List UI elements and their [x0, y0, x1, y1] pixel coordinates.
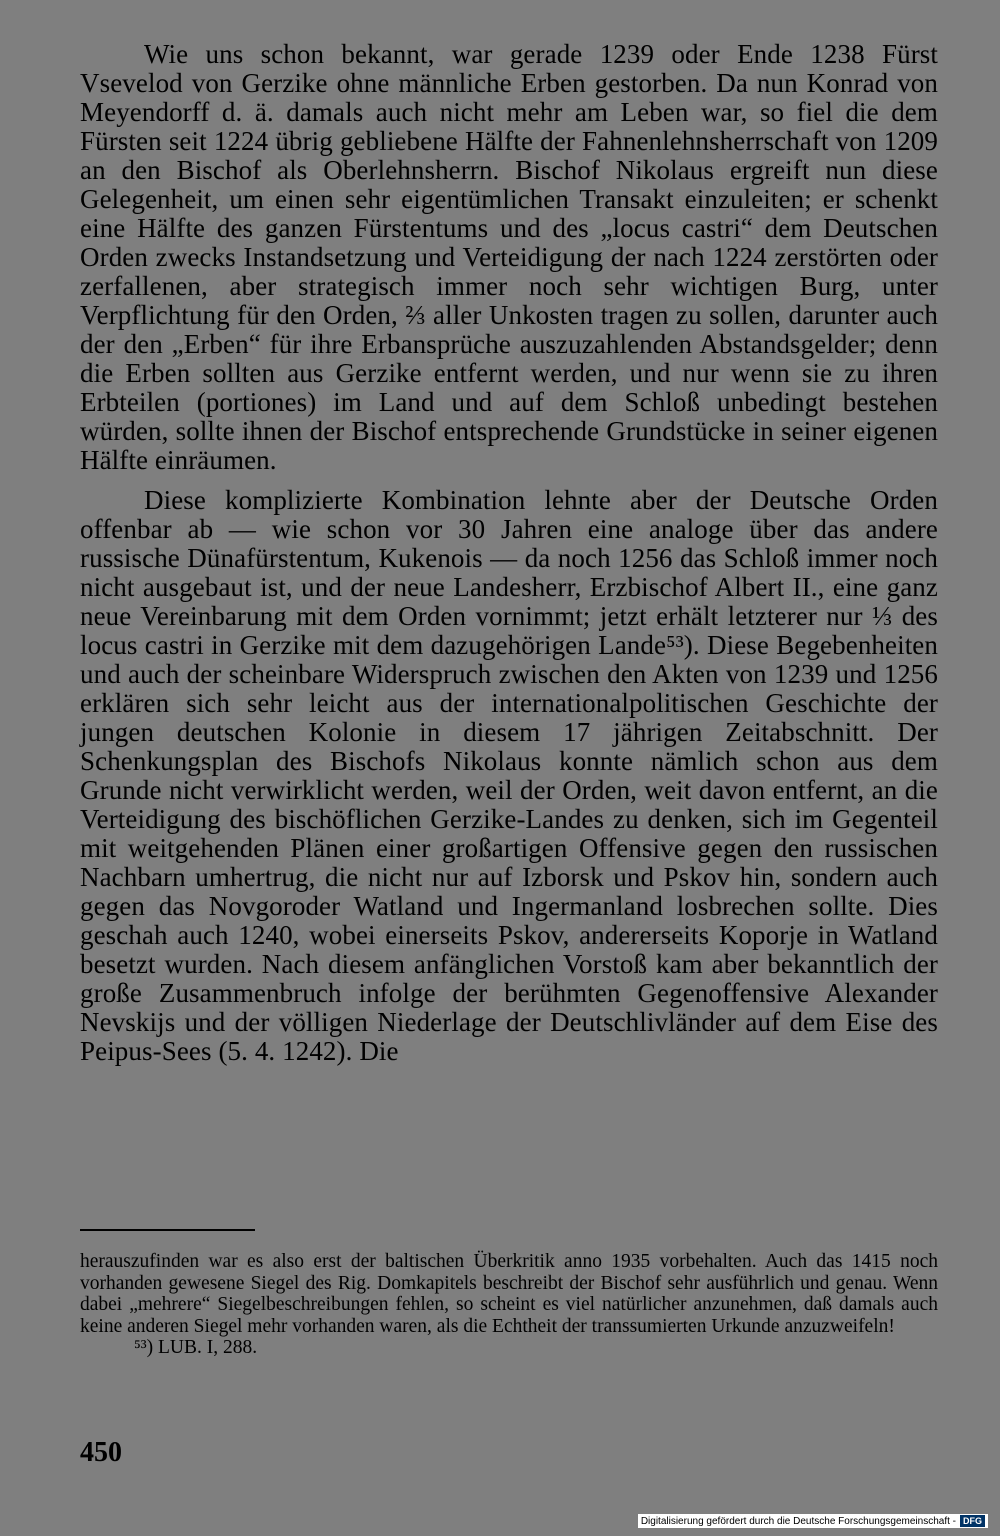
dfg-logo-icon: DFG [960, 1515, 985, 1527]
paragraph-2 [80, 486, 938, 1066]
digitization-credit-text: Digitalisierung gefördert durch die Deutsche Forschungsgemeinschaft - [640, 1515, 956, 1527]
page-number: 450 [80, 1437, 122, 1468]
paragraph-2-text: Diese komplizierte Kombination lehnte aber der Deutsche Orden offenbar ab — wie schon vor 30 Jahren eine analoge über das andere russische Dünafürstentum, Kukenois — da noch 1256 das Schloß immer noch nicht ausgebaut ist, und der neue Landesherr, Erzbischof Albert II., eine ganz neue Vereinbarung mit dem Orden vornimmt; jetzt erhält letzterer nur ⅓ des locus castri in Gerzike mit dem dazugehörigen Lande⁵³). Diese Begebenheiten und auch der scheinbare Widerspruch zwischen den Akten von 1239 und 1256 erklären sich sehr leicht aus der internationalpolitischen Geschichte der jungen deutschen Kolonie in diesem 17 jährigen Zeitabschnitt. Der Schenkungsplan des Bischofs Nikolaus konnte nämlich schon aus dem Grunde nicht verwirklicht werden, weil der Orden, weit davon entfernt, an die Verteidigung des bischöflichen Gerzike-Landes zu denken, sich im Gegenteil mit weitgehenden Plänen einer großartigen Offensive gegen den russischen Nachbarn umhertrug, die nicht nur auf Izborsk und Pskov hin, sondern auch gegen das Novgoroder Watland und Ingermanland losbrechen sollte. Dies geschah auch 1240, wobei einerseits Pskov, andererseits Koporje in Watland besetzt wurden. Nach diesem anfänglichen Vorstoß kam aber bekanntlich der große Zusammenbruch infolge der berühmten Gegenoffensive Alexander Nevskijs und der völligen Niederlage der Deutschlivländer auf dem Eise des Peipus-Sees (5. 4. 1242). Die [80, 485, 938, 1066]
footnotes [80, 1251, 938, 1359]
paragraph-1 [80, 40, 938, 475]
footnote-53: ⁵³) LUB. I, 288. [134, 1337, 258, 1358]
main-text [80, 40, 938, 1066]
digitization-credit [638, 1514, 988, 1528]
footnote-continuation: herauszufinden war es also erst der baltischen Überkritik anno 1935 vorbehalten. Auch das 1415 noch vorhanden gewesene Siegel des Rig. Domkapitels beschreibt der Bischof sehr ausführlich und genau. Wenn dabei „mehrere“ Siegelbeschreibungen fehlen, so scheint es viel natürlicher anzunehmen, daß damals auch keine anderen Siegel mehr vorhanden waren, als die Echtheit der transsumierten Urkunde anzuzweifeln! [80, 1251, 938, 1337]
footnote-separator [80, 1229, 255, 1231]
paragraph-1-text: Wie uns schon bekannt, war gerade 1239 oder Ende 1238 Fürst Vsevelod von Gerzike ohne männliche Erben gestorben. Da nun Konrad von Meyendorff d. ä. damals auch nicht mehr am Leben war, so fiel die dem Fürsten seit 1224 übrig gebliebene Hälfte der Fahnenlehnsherrschaft von 1209 an den Bischof als Oberlehnsherrn. Bischof Nikolaus ergreift nun diese Gelegenheit, um einen sehr eigentümlichen Transakt einzuleiten; er schenkt eine Hälfte des ganzen Fürstentums und des „locus castri“ dem Deutschen Orden zwecks Instandsetzung und Verteidigung der nach 1224 zerstörten oder zerfallenen, aber strategisch immer noch sehr wichtigen Burg, unter Verpflichtung für den Orden, ⅔ aller Unkosten tragen zu sollen, darunter auch der den „Erben“ für ihre Erbansprüche auszuzahlenden Abstandsgelder; denn die Erben sollten aus Gerzike entfernt werden, und nur wenn sie zu ihren Erbteilen (portiones) im Land und auf dem Schloß unbedingt bestehen würden, sollte ihnen der Bischof entsprechende Grundstücke in seiner eigenen Hälfte einräumen. [80, 39, 938, 475]
